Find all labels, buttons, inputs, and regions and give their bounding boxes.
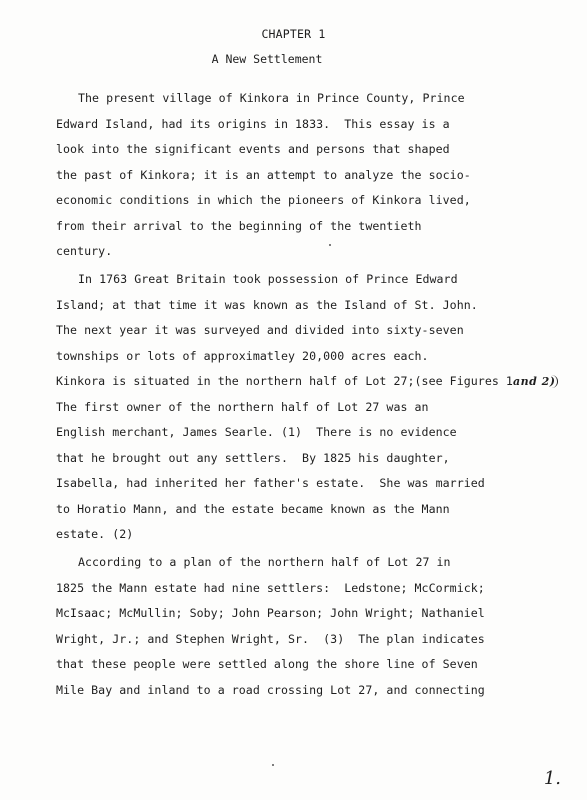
text-line: estate. (2) <box>56 527 134 541</box>
text-line: McIsaac; McMullin; Soby; John Pearson; John Wright; Nathaniel <box>56 606 485 620</box>
text-line: century. <box>56 244 113 258</box>
text-line: look into the significant events and persons that shaped <box>56 142 450 156</box>
text-line: Island; at that time it was known as the Island of St. John. <box>56 297 478 312</box>
text-line: Edward Island, had its origins in 1833. This essay is a <box>56 116 450 131</box>
text-line: The present village of Kinkora in Prince County, Prince <box>78 91 465 105</box>
text-line: to Horatio Mann, and the estate became known as the Mann <box>56 501 450 516</box>
text-line: Mile Bay and inland to a road crossing Lot 27, and connecting <box>56 682 485 697</box>
text-line: that these people were settled along the shore line of Seven <box>56 657 478 671</box>
text-line-main: Kinkora is situated in the northern half of Lot 27;(see Figures 1 <box>56 374 513 388</box>
text-line: from their arrival to the beginning of the twentieth <box>56 218 422 233</box>
handwritten-insert: and 2) <box>513 375 559 388</box>
text-line: According to a plan of the northern half of Lot 27 in <box>78 555 451 569</box>
scan-speck <box>272 764 274 766</box>
text-line: townships or lots of approximatley 20,000 acres each. <box>56 348 429 363</box>
text-line: Wright, Jr.; and Stephen Wright, Sr. (3) The plan indicates <box>56 631 485 646</box>
chapter-label: CHAPTER 1 <box>261 27 326 41</box>
text-line: the past of Kinkora; it is an attempt to analyze the socio- <box>56 167 471 182</box>
text-line: The first owner of the northern half of Lot 27 was an <box>56 399 429 414</box>
text-line: The next year it was surveyed and divided into sixty-seven <box>56 323 464 337</box>
text-line: English merchant, James Searle. (1) There is no evidence <box>56 425 457 439</box>
text-line: that he brought out any settlers. By 1825 his daughter, <box>56 450 450 465</box>
text-line: In 1763 Great Britain took possession of Prince Edward <box>78 272 458 286</box>
chapter-title: A New Settlement <box>211 52 323 66</box>
text-line: Isabella, had inherited her father's estate. She was married <box>56 476 485 490</box>
text-line: 1825 the Mann estate had nine settlers: Ledstone; McCormick; <box>56 580 485 595</box>
text-line-with-insert <box>56 369 556 395</box>
scan-speck <box>329 244 331 246</box>
paragraph-2 <box>56 267 556 548</box>
paragraph-1 <box>56 86 526 265</box>
page-number: 1. <box>543 768 561 789</box>
text-line: economic conditions in which the pioneers of Kinkora lived, <box>56 193 471 207</box>
paragraph-3 <box>56 550 526 703</box>
